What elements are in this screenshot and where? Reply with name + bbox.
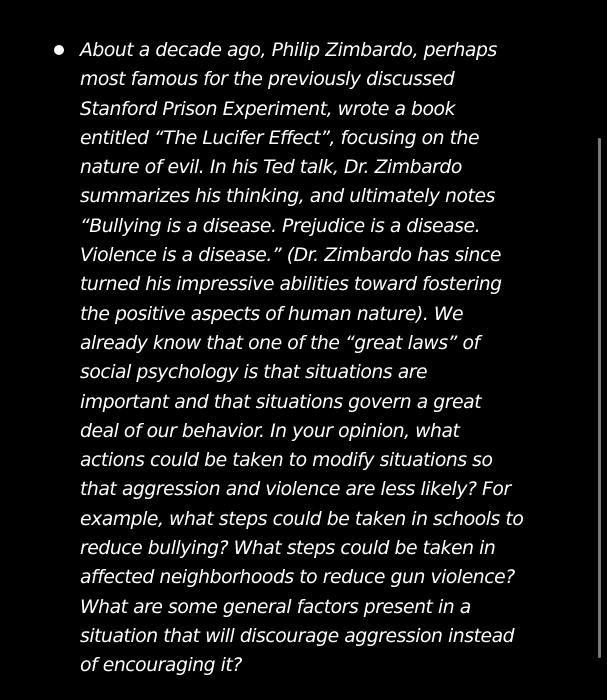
paragraph-line: of encouraging it?	[80, 655, 242, 677]
paragraph-line: already know that one of the “great laws” of	[80, 332, 480, 354]
paragraph-line: summarizes his thinking, and ultimately notes	[80, 186, 495, 208]
paragraph-line: example, what steps could be taken in schools to	[80, 508, 524, 530]
paragraph-line: most famous for the previously discussed	[80, 69, 455, 91]
paragraph-line: actions could be taken to modify situations so	[80, 450, 493, 472]
paragraph-line: reduce bullying? What steps could be taken in	[80, 538, 496, 560]
paragraph-line: deal of our behavior. In your opinion, what	[80, 420, 460, 442]
bullet-icon	[54, 45, 64, 55]
paragraph-line: entitled “The Lucifer Effect”, focusing on the	[80, 127, 480, 149]
paragraph-line: Stanford Prison Experiment, wrote a book	[80, 98, 456, 120]
paragraph-line: that aggression and violence are less likely? For	[80, 479, 511, 501]
paragraph-line: turned his impressive abilities toward fostering	[80, 274, 502, 296]
paragraph-line: About a decade ago, Philip Zimbardo, perhaps	[80, 40, 497, 61]
paragraph-line: social psychology is that situations are	[80, 362, 428, 384]
paragraph-line: important and that situations govern a great	[80, 391, 482, 413]
paragraph-line: affected neighborhoods to reduce gun violence?	[80, 567, 515, 589]
vertical-scrollbar[interactable]	[598, 138, 601, 658]
paragraph-line: the positive aspects of human nature). We	[80, 303, 464, 325]
paragraph-line: “Bullying is a disease. Prejudice is a disease.	[80, 215, 481, 237]
paragraph-line: What are some general factors present in a	[80, 596, 471, 618]
paragraph-line: nature of evil. In his Ted talk, Dr. Zimbardo	[80, 157, 462, 179]
question-paragraph	[80, 36, 595, 681]
paragraph-line: Violence is a disease.” (Dr. Zimbardo has since	[80, 245, 501, 267]
paragraph-line: situation that will discourage aggression instead	[80, 625, 515, 647]
